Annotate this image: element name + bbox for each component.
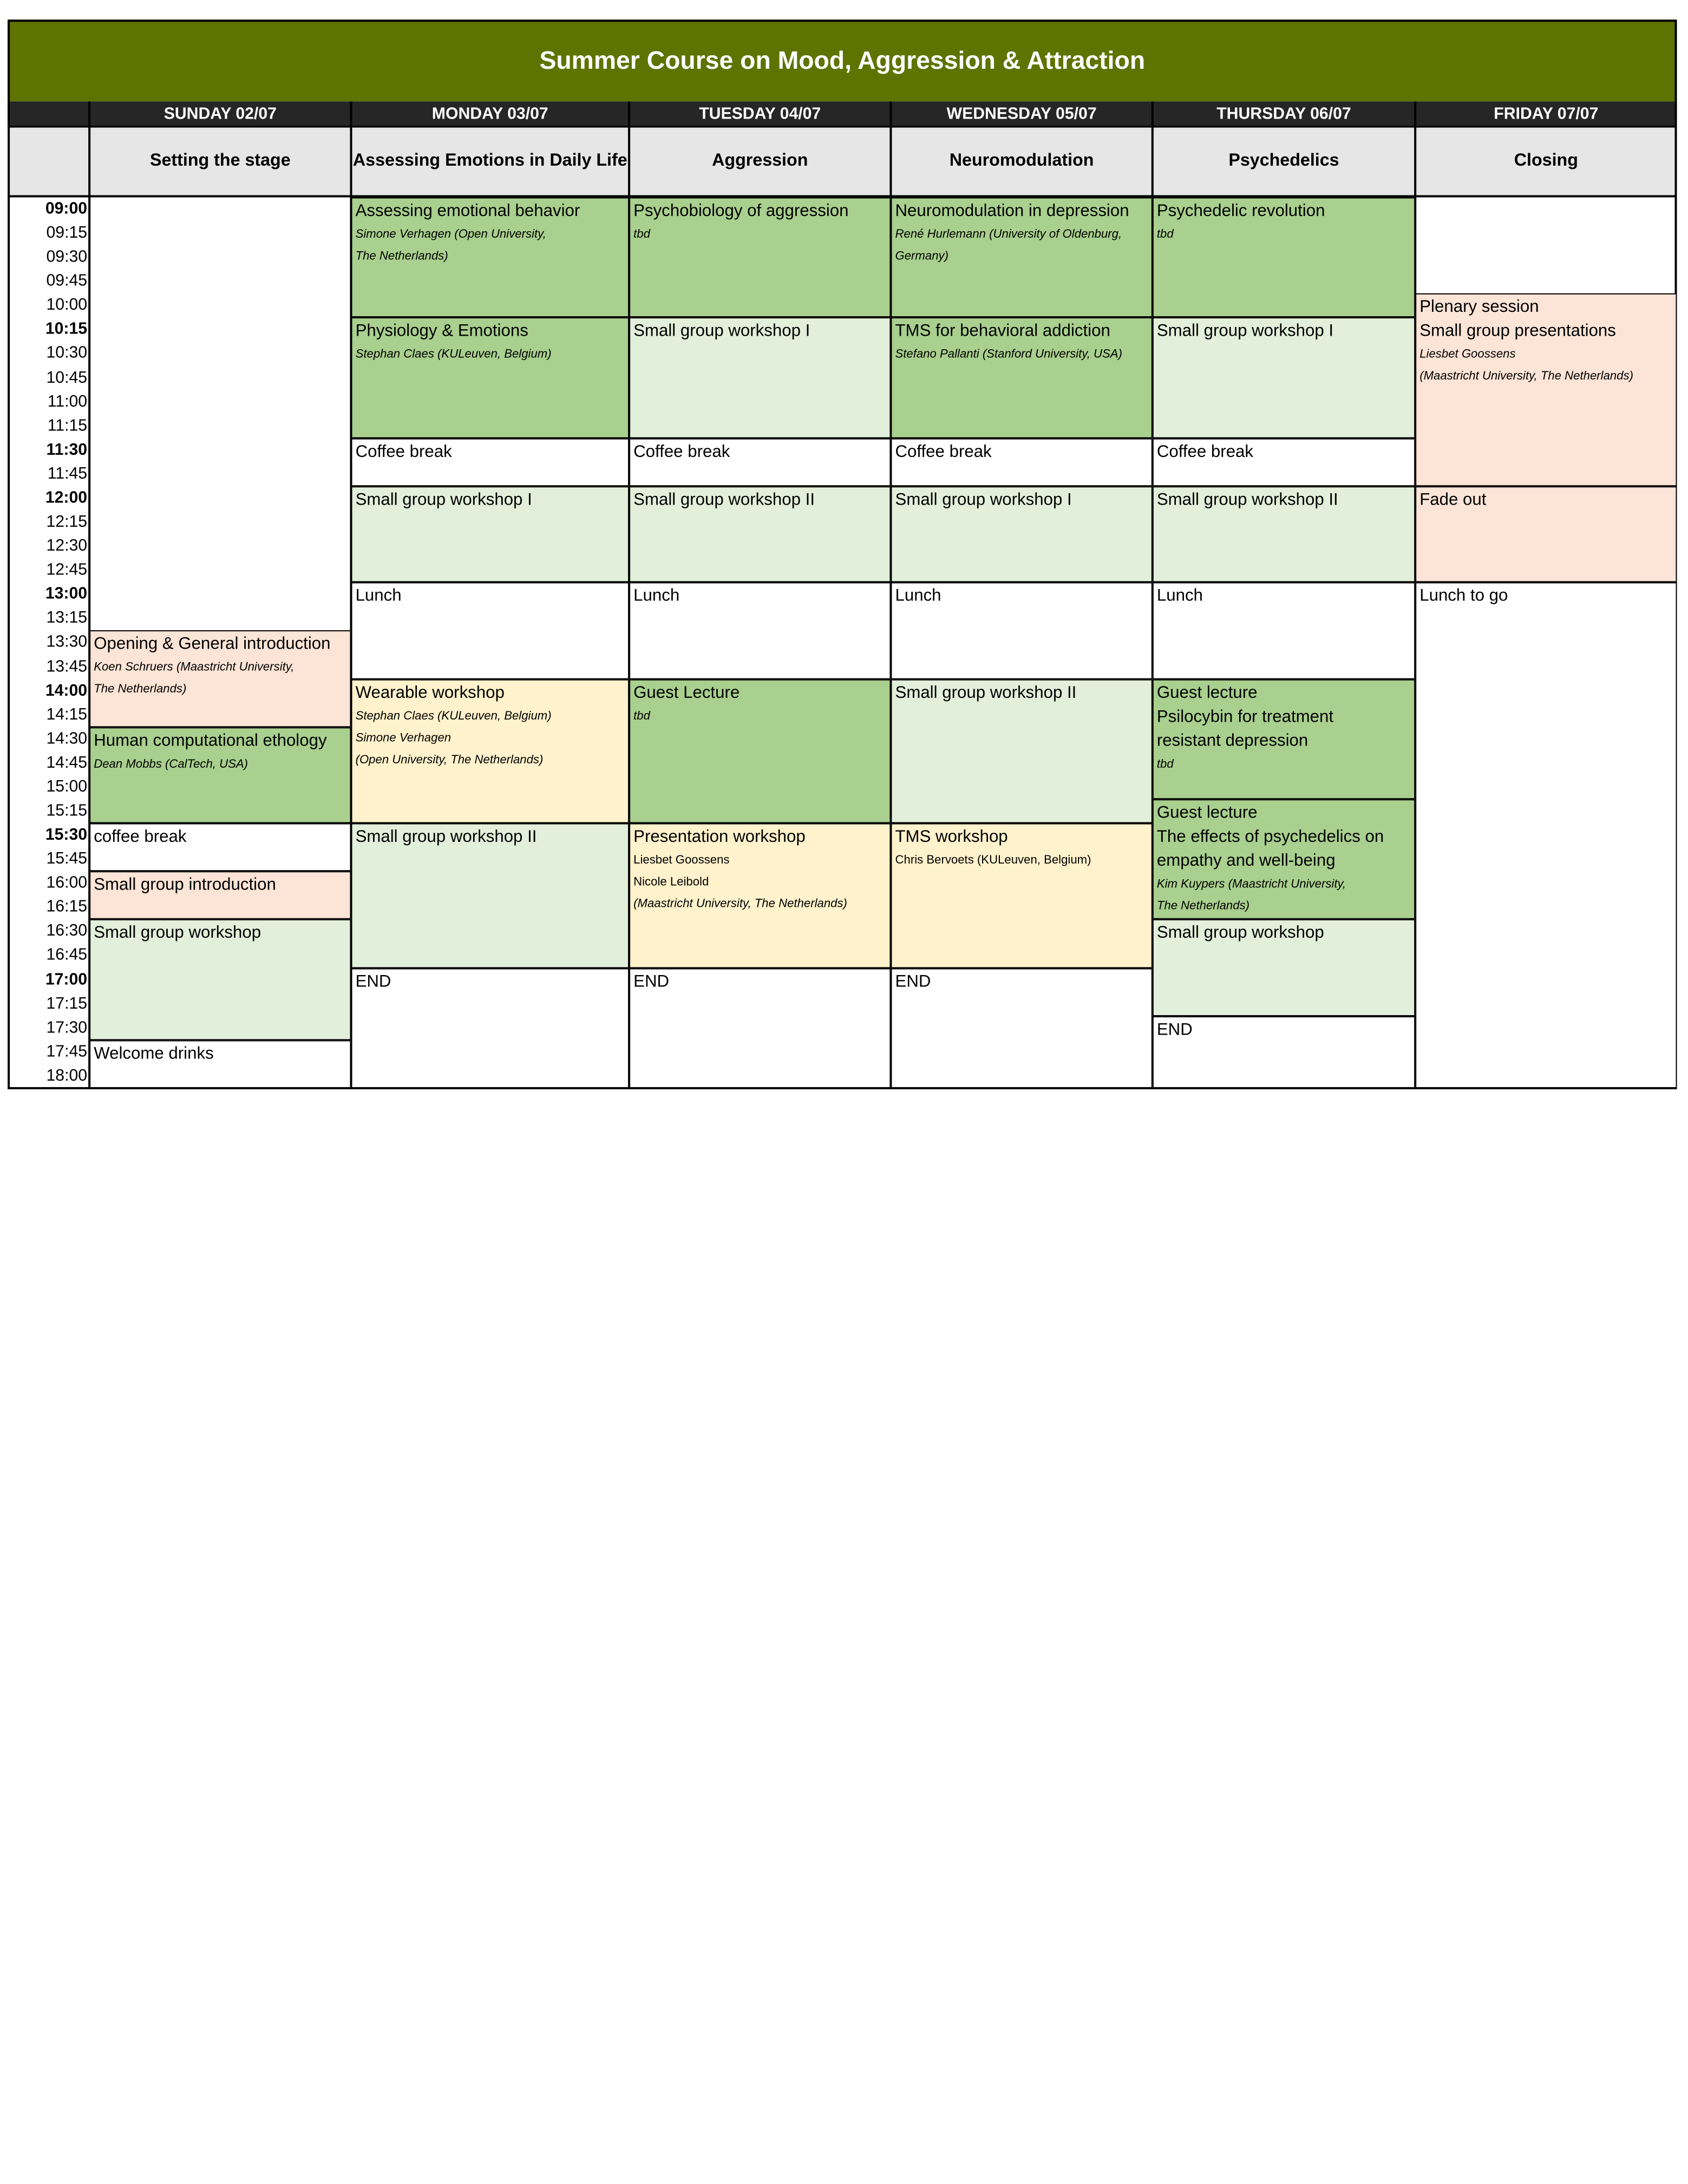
session-title: Psychedelic revolution	[1156, 201, 1325, 220]
day-theme-thursday: Psychedelics	[1228, 151, 1339, 171]
time-label: 17:00	[45, 970, 88, 989]
session-title: END	[355, 972, 391, 991]
session-speaker: Dean Mobbs (CalTech, USA)	[94, 757, 248, 771]
session-block-thursday[interactable]	[1153, 318, 1415, 438]
day-header-tuesday: TUESDAY 04/07	[699, 104, 821, 123]
day-header-thursday: THURSDAY 06/07	[1216, 104, 1351, 123]
session-title: Guest lecture	[1156, 683, 1258, 702]
session-title: Presentation workshop	[633, 827, 806, 847]
time-label: 18:00	[46, 1066, 88, 1085]
time-label: 16:00	[46, 873, 88, 892]
session-block-monday[interactable]	[351, 583, 630, 679]
session-title: Small group workshop I	[633, 322, 810, 341]
session-title: Opening & General introduction	[94, 635, 331, 654]
session-block-tuesday[interactable]	[629, 823, 891, 968]
session-title: Small group workshop II	[633, 491, 815, 509]
time-label: 09:30	[46, 247, 88, 266]
session-block-thursday[interactable]	[1153, 583, 1415, 679]
session-block-wednesday[interactable]	[891, 679, 1152, 823]
day-header-monday: MONDAY 03/07	[431, 104, 548, 123]
session-speaker: Liesbet Goossens	[1419, 348, 1516, 362]
session-subtitle: Small group presentations	[1419, 322, 1616, 341]
session-title: Small group workshop I	[1156, 322, 1334, 341]
day-theme-monday: Assessing Emotions in Daily Life	[352, 151, 627, 171]
session-title: Assessing emotional behavior	[355, 201, 580, 220]
session-speaker: Koen Schruers (Maastricht University,	[94, 661, 295, 675]
session-speaker: Nicole Leibold	[633, 875, 709, 889]
time-label: 16:30	[46, 921, 88, 940]
session-block-wednesday[interactable]	[891, 486, 1152, 583]
session-title: Coffee break	[895, 442, 992, 461]
session-block-friday[interactable]	[1415, 583, 1677, 1088]
session-title: END	[1156, 1020, 1193, 1039]
session-block-sunday[interactable]	[89, 631, 351, 727]
session-title: Lunch to go	[1419, 587, 1508, 606]
session-block-wednesday[interactable]	[891, 583, 1152, 679]
session-block-thursday[interactable]	[1153, 920, 1415, 1016]
course-title: Summer Course on Mood, Aggression & Attraction	[8, 19, 1677, 101]
session-title: END	[633, 972, 670, 991]
session-title: Welcome drinks	[94, 1044, 214, 1063]
time-label: 13:15	[46, 609, 88, 627]
session-block-thursday[interactable]	[1153, 486, 1415, 583]
session-title: Physiology & Emotions	[355, 322, 528, 341]
time-label: 09:00	[45, 199, 88, 218]
session-block-friday[interactable]	[1415, 486, 1677, 583]
session-subtitle: The effects of psychedelics on	[1156, 827, 1384, 846]
session-speaker: The Netherlands)	[355, 250, 448, 263]
time-label: 11:15	[47, 416, 88, 435]
session-block-wednesday[interactable]	[891, 968, 1152, 1088]
session-speaker: Chris Bervoets (KULeuven, Belgium)	[895, 854, 1091, 867]
session-block-wednesday[interactable]	[891, 318, 1152, 438]
time-label: 09:45	[46, 271, 88, 291]
session-speaker: Liesbet Goossens	[633, 854, 730, 867]
session-block-wednesday[interactable]	[891, 823, 1152, 968]
session-speaker: Simone Verhagen (Open University,	[355, 227, 546, 241]
session-block-sunday[interactable]	[89, 823, 351, 872]
time-label: 13:30	[46, 633, 88, 652]
time-label: 16:45	[46, 946, 88, 965]
session-title: Coffee break	[355, 442, 452, 461]
session-speaker: Stephan Claes (KULeuven, Belgium)	[355, 709, 552, 723]
session-speaker: The Netherlands)	[1156, 899, 1250, 913]
session-block-tuesday[interactable]	[629, 679, 891, 823]
time-label: 12:15	[46, 512, 88, 531]
session-title: Small group workshop I	[895, 491, 1072, 509]
time-label: 15:30	[45, 825, 88, 844]
time-label: 17:45	[46, 1042, 88, 1061]
time-label: 09:15	[46, 224, 88, 243]
time-label: 10:30	[46, 344, 88, 363]
session-block-tuesday[interactable]	[629, 318, 891, 438]
session-block-sunday[interactable]	[89, 920, 351, 1040]
time-label: 12:30	[46, 537, 88, 555]
session-block-sunday[interactable]	[89, 872, 351, 920]
session-title: Psychobiology of aggression	[633, 201, 849, 220]
session-title: TMS for behavioral addiction	[895, 322, 1110, 341]
session-block-monday[interactable]	[351, 198, 630, 318]
session-title: Guest Lecture	[633, 683, 740, 702]
time-label: 16:15	[46, 898, 88, 917]
day-header-wednesday: WEDNESDAY 05/07	[946, 104, 1097, 123]
time-label: 14:00	[45, 681, 88, 700]
session-speaker: Kim Kuypers (Maastricht University,	[1156, 878, 1346, 891]
time-label: 12:00	[45, 488, 88, 507]
session-subtitle: empathy and well-being	[1156, 851, 1336, 871]
session-block-monday[interactable]	[351, 318, 630, 438]
session-speaker: (Open University, The Netherlands)	[355, 753, 544, 767]
session-speaker: (Maastricht University, The Netherlands)	[633, 897, 847, 911]
session-block-sunday[interactable]	[89, 727, 351, 823]
session-block-thursday[interactable]	[1153, 679, 1415, 799]
session-block-thursday[interactable]	[1153, 438, 1415, 486]
time-label: 17:15	[46, 994, 88, 1013]
session-title: Small group workshop II	[1156, 491, 1338, 509]
session-title: Coffee break	[1156, 442, 1254, 461]
day-header-sunday: SUNDAY 02/07	[163, 104, 277, 123]
day-theme-tuesday: Aggression	[712, 151, 808, 171]
time-label: 14:15	[46, 705, 88, 724]
time-label: 10:45	[46, 368, 88, 387]
session-block-tuesday[interactable]	[629, 583, 891, 679]
session-block-friday[interactable]	[1415, 293, 1677, 486]
session-title: coffee break	[94, 827, 187, 847]
time-label: 11:45	[47, 464, 88, 483]
session-title: Wearable workshop	[355, 683, 505, 702]
session-block-tuesday[interactable]	[629, 438, 891, 486]
time-label: 17:30	[46, 1018, 88, 1037]
time-label: 13:00	[45, 585, 88, 604]
session-speaker: Stefano Pallanti (Stanford University, USA)	[895, 348, 1122, 362]
session-title: Human computational ethology	[94, 731, 327, 750]
session-speaker: Simone Verhagen	[355, 731, 452, 744]
time-label: 15:00	[46, 777, 88, 796]
session-title: Lunch	[633, 587, 680, 606]
session-title: Coffee break	[633, 442, 730, 461]
day-theme-sunday: Setting the stage	[150, 151, 291, 171]
session-title: END	[895, 972, 931, 991]
day-theme-friday: Closing	[1514, 151, 1578, 171]
session-subtitle: resistant depression	[1156, 731, 1308, 750]
session-title: Guest lecture	[1156, 803, 1258, 822]
time-label: 14:30	[46, 729, 88, 748]
session-title: Neuromodulation in depression	[895, 201, 1129, 220]
session-block-monday[interactable]	[351, 823, 630, 968]
session-block-wednesday[interactable]	[891, 438, 1152, 486]
session-block-tuesday[interactable]	[629, 198, 891, 318]
session-block-sunday[interactable]	[89, 1040, 351, 1088]
session-title: Small group workshop II	[895, 683, 1077, 702]
session-block-thursday[interactable]	[1153, 198, 1415, 318]
session-speaker: tbd	[1156, 757, 1174, 771]
session-speaker: Germany)	[895, 250, 948, 263]
session-speaker: Stephan Claes (KULeuven, Belgium)	[355, 348, 552, 362]
session-block-monday[interactable]	[351, 438, 630, 486]
session-speaker: tbd	[633, 709, 650, 723]
session-speaker: (Maastricht University, The Netherlands)	[1419, 370, 1634, 383]
session-block-wednesday[interactable]	[891, 198, 1152, 318]
session-block-monday[interactable]	[351, 968, 630, 1088]
session-block-thursday[interactable]	[1153, 799, 1415, 919]
time-label: 15:15	[46, 801, 88, 820]
session-title: Lunch	[1156, 587, 1203, 606]
session-block-tuesday[interactable]	[629, 486, 891, 583]
time-label: 10:00	[46, 296, 88, 315]
session-speaker: René Hurlemann (University of Oldenburg,	[895, 227, 1122, 241]
session-title: Lunch	[355, 587, 402, 606]
session-title: Small group workshop I	[355, 491, 532, 509]
time-label: 13:45	[46, 657, 88, 676]
time-label: 11:30	[46, 440, 88, 459]
session-title: Small group workshop	[1156, 924, 1324, 943]
session-title: Small group workshop II	[355, 827, 537, 847]
session-subtitle: Psilocybin for treatment	[1156, 707, 1334, 726]
time-label: 15:45	[46, 849, 88, 868]
session-block-thursday[interactable]	[1153, 1016, 1415, 1088]
time-label: 10:15	[45, 319, 88, 339]
session-speaker: The Netherlands)	[94, 683, 187, 696]
session-speaker: tbd	[633, 227, 650, 241]
session-title: Small group introduction	[94, 875, 276, 894]
day-theme-wednesday: Neuromodulation	[949, 151, 1094, 171]
session-block-monday[interactable]	[351, 486, 630, 583]
session-title: TMS workshop	[895, 827, 1008, 847]
time-label: 12:45	[46, 560, 88, 579]
session-speaker: tbd	[1156, 227, 1174, 241]
session-title: Lunch	[895, 587, 941, 606]
session-title: Fade out	[1419, 491, 1487, 509]
day-header-friday: FRIDAY 07/07	[1494, 104, 1599, 123]
session-title: Plenary session	[1419, 298, 1539, 317]
time-label: 14:45	[46, 753, 88, 772]
session-title: Small group workshop	[94, 924, 261, 943]
session-block-tuesday[interactable]	[629, 968, 891, 1088]
session-block-monday[interactable]	[351, 679, 630, 823]
time-label: 11:00	[47, 392, 88, 411]
